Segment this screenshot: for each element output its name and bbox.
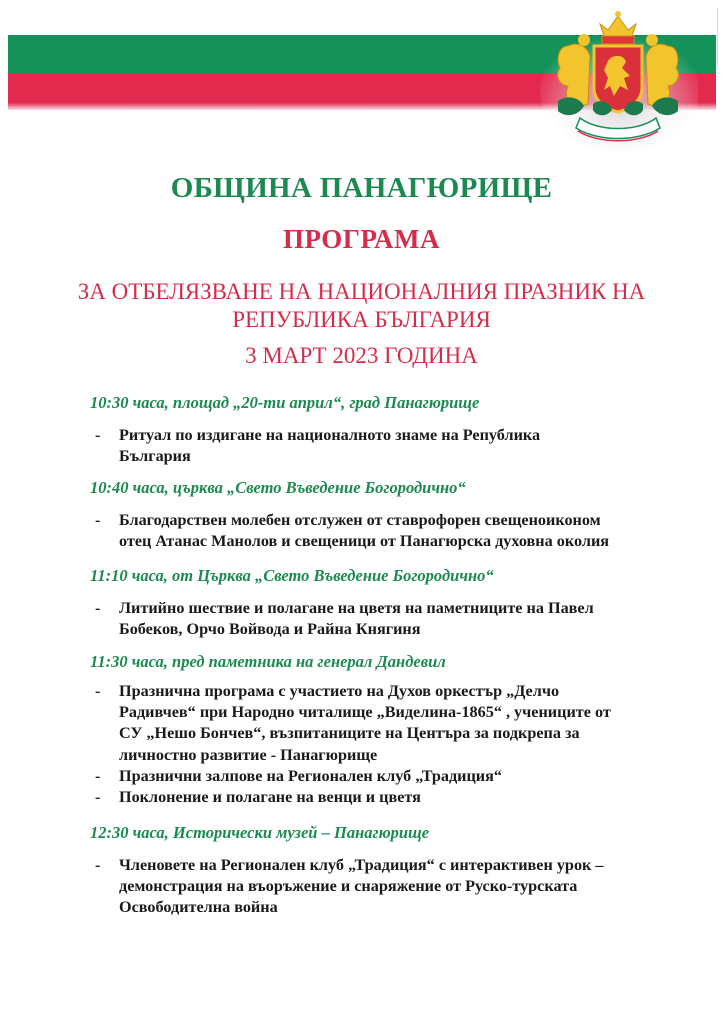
list-item [90, 766, 650, 787]
list-dash: - [95, 767, 101, 785]
municipality-title: ОБЩИНА ПАНАГЮРИЩЕ [170, 172, 553, 204]
list-item-line: Ритуал по издигане на националното знаме на Република [119, 426, 541, 444]
schedule-section [90, 823, 650, 919]
section-heading: 10:40 часа, църква „Свето Въведение Богородично“ [90, 478, 466, 497]
section-heading: 11:10 часа, от Църква „Свето Въведение Богородично“ [90, 566, 494, 585]
section-items [90, 855, 650, 919]
program-date: 3 МАРТ 2023 ГОДИНА [245, 343, 478, 368]
schedule-section [90, 393, 650, 467]
list-item [90, 598, 650, 640]
list-item-line: Благодарствен молебен отслужен от ставрофорен свещеноиконом [119, 511, 601, 529]
list-item-line: СУ „Нешо Бончев“, възпитаниците на Центъра за подкрепа за [119, 724, 580, 743]
list-item-line: отец Атанас Манолов и свещеници от Панагюрска духовна околия [119, 532, 610, 551]
section-heading: 10:30 часа, площад „20-ти април“, град Панагюрище [90, 393, 480, 412]
list-dash: - [95, 683, 101, 700]
list-dash: - [95, 857, 101, 874]
schedule-section [90, 478, 650, 552]
section-items [90, 510, 650, 552]
list-item-line: Бобеков, Орчо Войвода и Райна Княгиня [119, 620, 421, 639]
list-item [90, 855, 650, 919]
program-subtitle-line-1: ЗА ОТБЕЛЯЗВАНЕ НА НАЦИОНАЛНИЯ ПРАЗНИК НА [77, 279, 646, 304]
section-items [90, 598, 650, 640]
schedule-section [90, 652, 650, 808]
list-dash: - [95, 600, 101, 617]
section-heading: 11:30 часа, пред паметника на генерал Дандевил [90, 652, 446, 671]
program-subtitle-line-2: РЕПУБЛИКА БЪЛГАРИЯ [232, 307, 491, 332]
section-heading: 12:30 часа, Исторически музей – Панагюрище [90, 823, 430, 842]
section-items [90, 425, 650, 467]
list-item-line: Радивчев“ при Народно читалище „Виделина-1865“ , учениците от [119, 703, 611, 722]
section-items [90, 681, 650, 808]
list-item [90, 681, 650, 766]
list-item-line: Литийно шествие и полагане на цветя на паметниците на Павел [119, 599, 594, 617]
list-item-line: Поклонение и полагане на венци и цветя [119, 788, 421, 807]
list-item [90, 425, 650, 467]
list-dash: - [95, 427, 101, 444]
list-item-line: Членовете на Регионален клуб „Традиция“ с интерактивен урок – [119, 856, 604, 874]
bulgaria-coat-of-arms-icon [538, 6, 698, 151]
list-dash: - [95, 789, 101, 807]
program-title: ПРОГРАМА [282, 224, 441, 254]
list-item-line: Освободителна война [119, 898, 278, 917]
list-item-line: личностно развитие - Панагюрище [119, 745, 378, 764]
list-item-line: Празнична програма с участието на Духов оркестър „Делчо [119, 682, 560, 700]
list-dash: - [95, 512, 101, 529]
schedule-section [90, 566, 650, 640]
list-item [90, 787, 650, 808]
scan-edge-line [717, 8, 718, 68]
list-item-line: демонстрация на въоръжение и снаряжение от Руско-турската [119, 877, 578, 896]
list-item-line: България [119, 447, 191, 466]
list-item [90, 510, 650, 552]
list-item-line: Празнични залпове на Регионален клуб „Традиция“ [119, 766, 502, 785]
